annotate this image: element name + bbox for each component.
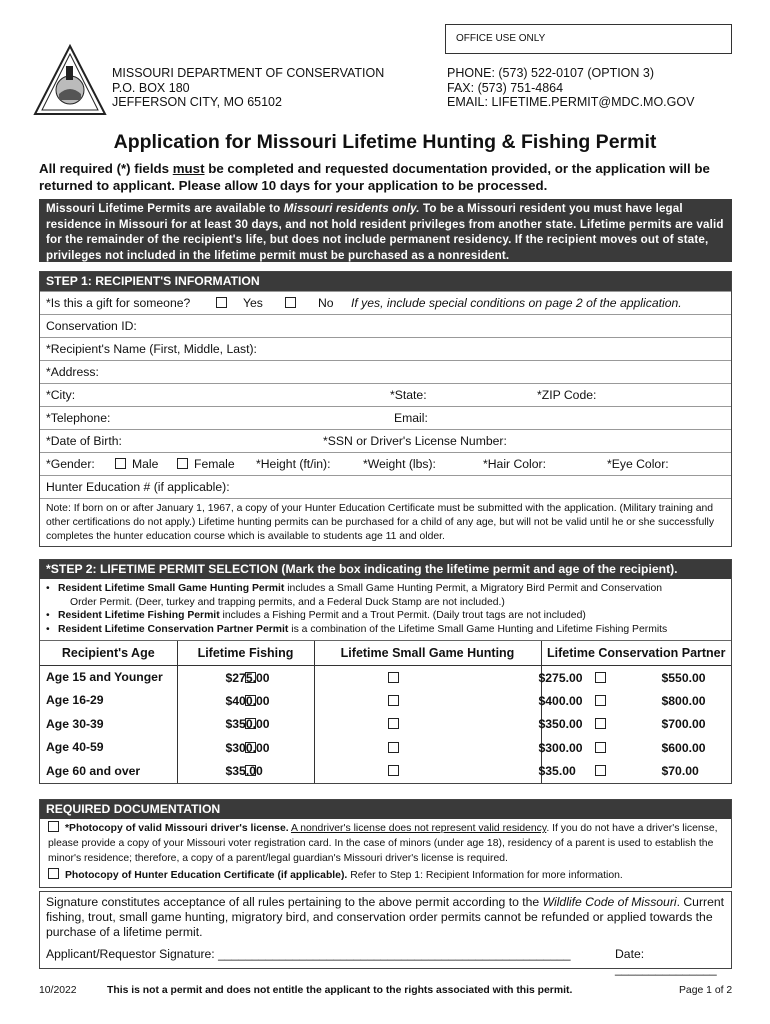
fishing-cell (177, 665, 314, 689)
email-label: Email: (394, 411, 428, 425)
residency-notice (39, 199, 732, 262)
footer-revision: 10/2022 (39, 985, 77, 996)
footer-page: Page 1 of 2 (679, 985, 733, 996)
small-game-checkbox[interactable] (388, 718, 399, 729)
small-game-checkbox[interactable] (388, 672, 399, 683)
partner-checkbox[interactable] (595, 672, 606, 683)
small-game-price: $350.00 (538, 717, 583, 732)
gift-note: If yes, include special conditions on page 2 of the application. (351, 296, 682, 310)
fishing-cell (177, 736, 314, 760)
male-checkbox[interactable] (115, 457, 126, 471)
bullet-fishing-title: Resident Lifetime Fishing Permit (58, 610, 220, 621)
notice-emph: Missouri residents only. (283, 202, 420, 215)
docs-body (40, 819, 731, 887)
signature-terms (46, 895, 725, 940)
page-title: Application for Missouri Lifetime Hunting & Fishing Permit (113, 131, 657, 153)
gift-yes-checkbox[interactable] (216, 296, 227, 310)
notice-part2: To be a Missouri resident you must have legal residence in Missouri for at least 30 days, and not hold resident privileges from another state. Lifetime permits are valid for the remainder of the recipient's life, but does not include permanent residency. If the recipient moves out of state, privileges not included in the lifetime permit must be purchased as a nonresident. (46, 202, 724, 262)
intro-part2: be completed and requested documentation provided, or the application will be returned to applicant. Please allow 10 days for your application to be processed. (39, 161, 710, 193)
agency-address (112, 66, 384, 110)
recipient-name-row[interactable] (40, 337, 731, 360)
col-small-game: Lifetime Small Game Hunting (314, 641, 541, 665)
doc1-underline: A nondriver's license does not represent valid residency (290, 823, 547, 834)
small-game-checkbox[interactable] (388, 742, 399, 753)
fishing-cell (177, 689, 314, 713)
intro-part1: All required (*) fields (39, 161, 173, 176)
gift-no-checkbox[interactable] (285, 296, 296, 310)
intro-must: must (172, 161, 205, 176)
notice-part1: Missouri Lifetime Permits are available to (46, 202, 284, 215)
small-game-price: $275.00 (538, 670, 583, 685)
intro-text (39, 160, 734, 194)
permit-price-table (40, 641, 731, 783)
telephone-label: *Telephone: (46, 411, 111, 425)
small-game-checkbox[interactable] (388, 765, 399, 776)
partner-checkbox[interactable] (595, 695, 606, 706)
age-bracket: Age 30-39 (40, 712, 177, 736)
bullet-small-game-text: includes a Small Game Hunting Permit, a Migratory Bird Permit and Conservation (284, 583, 663, 594)
state-label: *State: (390, 388, 427, 402)
bullet-partner (58, 623, 725, 637)
small-game-cell (314, 736, 583, 760)
fishing-cell (177, 759, 314, 783)
price-row (40, 759, 731, 783)
agency-box: P.O. BOX 180 (112, 80, 190, 95)
fishing-price: $300.00 (225, 740, 270, 755)
female-label: Female (194, 457, 235, 471)
small-game-checkbox[interactable] (388, 695, 399, 706)
price-row (40, 689, 731, 713)
doc2-title: Photocopy of Hunter Education Certificate (if applicable). (65, 870, 348, 881)
price-row (40, 736, 731, 760)
small-game-cell (314, 759, 576, 783)
step2-section (39, 559, 732, 784)
agency-city: JEFFERSON CITY, MO 65102 (112, 95, 282, 109)
fishing-cell (177, 712, 314, 736)
step1-section (39, 271, 732, 547)
fishing-price: $35.00 (225, 764, 263, 779)
col-partner: Lifetime Conservation Partner (541, 641, 731, 665)
col-recipient-age: Recipient's Age (40, 641, 177, 665)
gift-row (40, 291, 731, 314)
signature-section (39, 891, 732, 976)
partner-cell (538, 689, 731, 713)
hair-label: *Hair Color: (483, 457, 546, 471)
mdc-seal-icon (33, 44, 107, 116)
age-bracket: Age 40-59 (40, 736, 177, 760)
required-docs-section (39, 799, 732, 888)
footer-disclaimer: This is not a permit and does not entitle the applicant to the rights associated with this permit. (107, 985, 573, 996)
partner-price: $800.00 (661, 693, 706, 708)
gift-question: *Is this a gift for someone? (46, 296, 191, 310)
bullet-fishing (58, 609, 725, 623)
dob-label: *Date of Birth: (46, 434, 122, 448)
hunter-ed-row[interactable] (40, 475, 731, 498)
doc1-title: *Photocopy of valid Missouri driver's license. (65, 823, 289, 834)
office-use-box (445, 24, 732, 54)
age-bracket: Age 15 and Younger (40, 665, 177, 689)
eye-label: *Eye Color: (607, 457, 669, 471)
agency-name: MISSOURI DEPARTMENT OF CONSERVATION (112, 66, 385, 80)
doc-drivers-license (48, 821, 725, 866)
height-label: *Height (ft/in): (256, 457, 331, 471)
conservation-id-label: Conservation ID: (46, 319, 137, 333)
docs-heading: REQUIRED DOCUMENTATION (40, 800, 731, 819)
ssn-label: *SSN or Driver's License Number: (323, 434, 507, 448)
small-game-cell (314, 712, 583, 736)
female-checkbox[interactable] (177, 457, 188, 471)
male-label: Male (132, 457, 159, 471)
bullet-small-game-title: Resident Lifetime Small Game Hunting Permit (58, 583, 285, 594)
price-row (40, 712, 731, 736)
age-bracket: Age 16-29 (40, 689, 177, 713)
city-label: *City: (46, 388, 76, 402)
partner-cell (538, 665, 731, 689)
partner-checkbox[interactable] (595, 718, 606, 729)
signature-field[interactable]: Applicant/Requestor Signature: ____________________________________________________ (46, 947, 571, 961)
partner-price: $550.00 (661, 670, 706, 685)
hunter-ed-label: Hunter Education # (if applicable): (46, 480, 230, 494)
physical-row (40, 452, 731, 475)
partner-cell (538, 759, 731, 783)
fishing-price: $275.00 (225, 670, 270, 685)
small-game-cell (314, 689, 583, 713)
conservation-id-row[interactable] (40, 314, 731, 337)
bullet-partner-text: is a combination of the Lifetime Small Game Hunting and Lifetime Fishing Permits (288, 623, 668, 635)
age-bracket: Age 60 and over (40, 759, 177, 783)
doc2-text: Refer to Step 1: Recipient Information for more information. (347, 870, 623, 881)
hunter-ed-cert-checkbox[interactable] (48, 868, 59, 879)
bullet-small-game (58, 582, 725, 609)
price-row (40, 665, 731, 689)
small-game-price: $35.00 (538, 764, 576, 779)
partner-price: $70.00 (661, 764, 699, 779)
step2-heading: *STEP 2: LIFETIME PERMIT SELECTION (Mark the box indicating the lifetime permit and age of the recipient). (40, 560, 731, 579)
dob-ssn-row[interactable] (40, 429, 731, 452)
permit-descriptions (40, 579, 731, 641)
address-row[interactable] (40, 360, 731, 383)
col-lifetime-fishing: Lifetime Fishing (177, 641, 314, 665)
partner-price: $700.00 (661, 717, 706, 732)
doc-hunter-ed (48, 868, 725, 883)
doc1-text: . If you do not have a driver's license, please provide a copy of your Missouri voter registration card. In the case of minors (under age 18), residency of a parent is used to establish the minor's residence; therefore, a copy of a parent/legal guardian's Missouri driver's license is required. (48, 823, 718, 864)
bullet-small-game-cont: Order Permit. (Deer, turkey and trapping permits, and a Federal Duck Stamp are not included.) (70, 596, 505, 608)
contact-fax: FAX: (573) 751-4864 (447, 80, 564, 95)
partner-checkbox[interactable] (595, 765, 606, 776)
zip-label: *ZIP Code: (537, 388, 597, 402)
city-state-zip-row[interactable] (40, 383, 731, 406)
gift-yes-label: Yes (243, 296, 263, 310)
small-game-price: $300.00 (538, 740, 583, 755)
address-label: *Address: (46, 365, 99, 379)
step1-heading: STEP 1: RECIPIENT'S INFORMATION (40, 272, 731, 291)
weight-label: *Weight (lbs): (363, 457, 436, 471)
drivers-license-checkbox[interactable] (48, 821, 59, 832)
telephone-email-row[interactable] (40, 406, 731, 429)
contact-phone: PHONE: (573) 522-0107 (OPTION 3) (447, 66, 655, 80)
recipient-name-label: *Recipient's Name (First, Middle, Last): (46, 342, 257, 356)
partner-cell (538, 712, 731, 736)
partner-cell (538, 736, 731, 760)
sig-text1: Signature constitutes acceptance of all rules pertaining to the above permit according to the (46, 895, 543, 909)
bullet-fishing-text: includes a Fishing Permit and a Trout Permit. (Daily trout tags are not included) (219, 610, 586, 621)
date-field[interactable]: Date: _______________ (615, 947, 717, 976)
hunter-ed-note: Note: If born on or after January 1, 1967, a copy of your Hunter Education Certificate must be submitted with the application. (Military training and other certifications do not apply.) Lifetime hunting permits can be purchased for a child of any age, but will not be valid until he or she successfully completes the hunter education course which is available to students age 11 and older. (40, 498, 731, 546)
sig-text2: . Current fishing, trout, small game hunting, migratory bird, and conservation order permits cannot be refunded or applied towards the purchase of a lifetime permit. (46, 895, 725, 939)
office-use-label: OFFICE USE ONLY (456, 33, 546, 44)
price-table-body (40, 665, 731, 783)
bullet-partner-title: Resident Lifetime Conservation Partner Permit (58, 623, 289, 635)
small-game-price: $400.00 (538, 693, 583, 708)
fishing-price: $400.00 (225, 693, 270, 708)
gift-no-label: No (318, 296, 334, 310)
partner-checkbox[interactable] (595, 742, 606, 753)
partner-price: $600.00 (661, 740, 706, 755)
fishing-price: $350.00 (225, 717, 270, 732)
sig-code: Wildlife Code of Missouri (542, 895, 677, 909)
gender-label: *Gender: (46, 457, 95, 471)
contact-info (447, 66, 694, 110)
contact-email[interactable]: EMAIL: LIFETIME.PERMIT@MDC.MO.GOV (447, 95, 695, 109)
small-game-cell (314, 665, 583, 689)
